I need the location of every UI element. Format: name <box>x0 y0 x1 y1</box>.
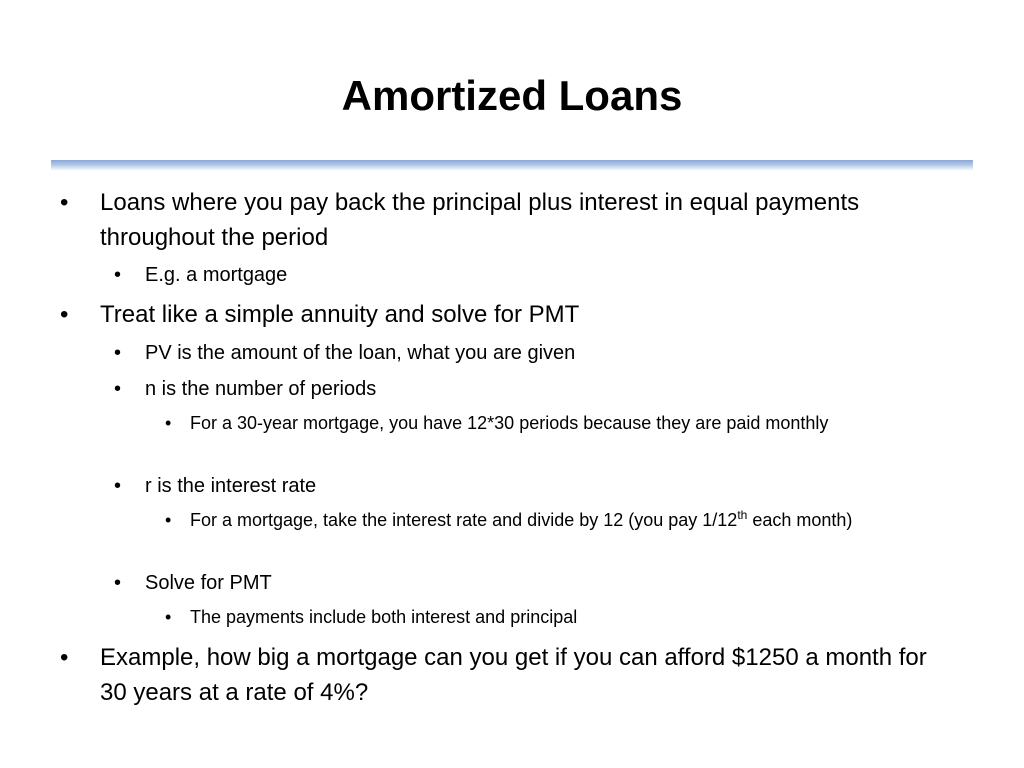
bullet-item-level-2 <box>114 570 945 596</box>
bullet-text: r is the interest rate <box>145 475 317 497</box>
bullet-text: E.g. a mortgage <box>145 264 288 286</box>
bullet-item-level-2 <box>114 376 945 402</box>
bullet-text: n is the number of periods <box>145 378 377 400</box>
bullet-item-level-1 <box>60 640 960 710</box>
bullet-icon: • <box>60 644 69 671</box>
ordinal-superscript: th <box>737 508 748 522</box>
bullet-text: Solve for PMT <box>145 572 272 594</box>
bullet-text: Example, how big a mortgage can you get if you can afford $1250 a month for 30 years at a rate of 4%? <box>100 644 927 706</box>
bullet-icon: • <box>114 342 122 364</box>
bullet-icon: • <box>114 475 122 497</box>
bullet-item-level-3 <box>165 604 950 631</box>
bullet-icon: • <box>60 301 69 328</box>
bullet-text: Treat like a simple annuity and solve for PMT <box>100 301 580 328</box>
bullet-text-tail: each month) <box>747 510 853 530</box>
bullet-icon: • <box>165 413 172 433</box>
bullet-icon: • <box>165 607 172 627</box>
bullet-item-level-3 <box>165 507 970 534</box>
bullet-icon: • <box>114 264 122 286</box>
bullet-item-level-3 <box>165 410 925 437</box>
bullet-item-level-2 <box>114 473 945 499</box>
bullet-text: For a 30-year mortgage, you have 12*30 periods because they are paid monthly <box>190 413 829 433</box>
slide-title: Amortized Loans <box>341 72 683 119</box>
bullet-text: PV is the amount of the loan, what you are given <box>145 342 576 364</box>
bullet-icon: • <box>165 510 172 530</box>
bullet-icon: • <box>114 378 122 400</box>
bullet-icon: • <box>60 189 69 216</box>
bullet-icon: • <box>114 572 122 594</box>
bullet-text-main: For a mortgage, take the interest rate and divide by 12 (you pay 1/12 <box>190 510 738 530</box>
bullet-item-level-1 <box>60 297 950 332</box>
bullet-text <box>190 510 852 530</box>
bullet-text: Loans where you pay back the principal plus interest in equal payments throughout the period <box>100 189 860 251</box>
bullet-text: The payments include both interest and principal <box>190 607 578 627</box>
bullet-item-level-2 <box>114 340 945 366</box>
bullet-item-level-1 <box>60 185 900 255</box>
bullet-item-level-2 <box>114 262 945 288</box>
